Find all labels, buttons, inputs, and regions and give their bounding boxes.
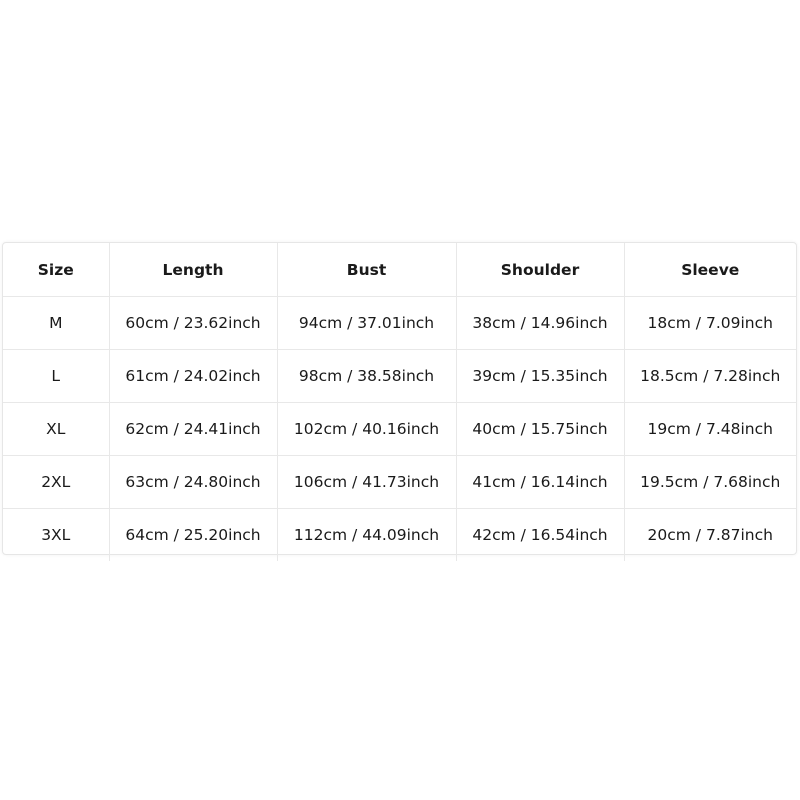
table-row: [3, 456, 796, 509]
table-row: [3, 297, 796, 350]
cell-shoulder: 40cm / 15.75inch: [456, 403, 624, 456]
table-row: [3, 403, 796, 456]
cell-shoulder: 41cm / 16.14inch: [456, 456, 624, 509]
header-sleeve: Sleeve: [624, 243, 796, 297]
cell-bust: 112cm / 44.09inch: [277, 509, 456, 562]
cell-length: 60cm / 23.62inch: [109, 297, 277, 350]
size-chart-table: [3, 243, 796, 561]
cell-sleeve: 18cm / 7.09inch: [624, 297, 796, 350]
cell-sleeve: 20cm / 7.87inch: [624, 509, 796, 562]
cell-shoulder: 42cm / 16.54inch: [456, 509, 624, 562]
table-row: [3, 509, 796, 562]
cell-bust: 106cm / 41.73inch: [277, 456, 456, 509]
cell-bust: 94cm / 37.01inch: [277, 297, 456, 350]
cell-bust: 98cm / 38.58inch: [277, 350, 456, 403]
cell-length: 61cm / 24.02inch: [109, 350, 277, 403]
cell-bust: 102cm / 40.16inch: [277, 403, 456, 456]
cell-sleeve: 18.5cm / 7.28inch: [624, 350, 796, 403]
cell-size: XL: [3, 403, 109, 456]
size-chart-table-container: [2, 242, 797, 555]
cell-shoulder: 39cm / 15.35inch: [456, 350, 624, 403]
table-header-row: [3, 243, 796, 297]
cell-size: 3XL: [3, 509, 109, 562]
table-row: [3, 350, 796, 403]
header-size: Size: [3, 243, 109, 297]
cell-length: 64cm / 25.20inch: [109, 509, 277, 562]
cell-size: 2XL: [3, 456, 109, 509]
cell-length: 62cm / 24.41inch: [109, 403, 277, 456]
cell-length: 63cm / 24.80inch: [109, 456, 277, 509]
cell-size: L: [3, 350, 109, 403]
cell-sleeve: 19cm / 7.48inch: [624, 403, 796, 456]
header-bust: Bust: [277, 243, 456, 297]
cell-shoulder: 38cm / 14.96inch: [456, 297, 624, 350]
cell-sleeve: 19.5cm / 7.68inch: [624, 456, 796, 509]
cell-size: M: [3, 297, 109, 350]
header-shoulder: Shoulder: [456, 243, 624, 297]
header-length: Length: [109, 243, 277, 297]
